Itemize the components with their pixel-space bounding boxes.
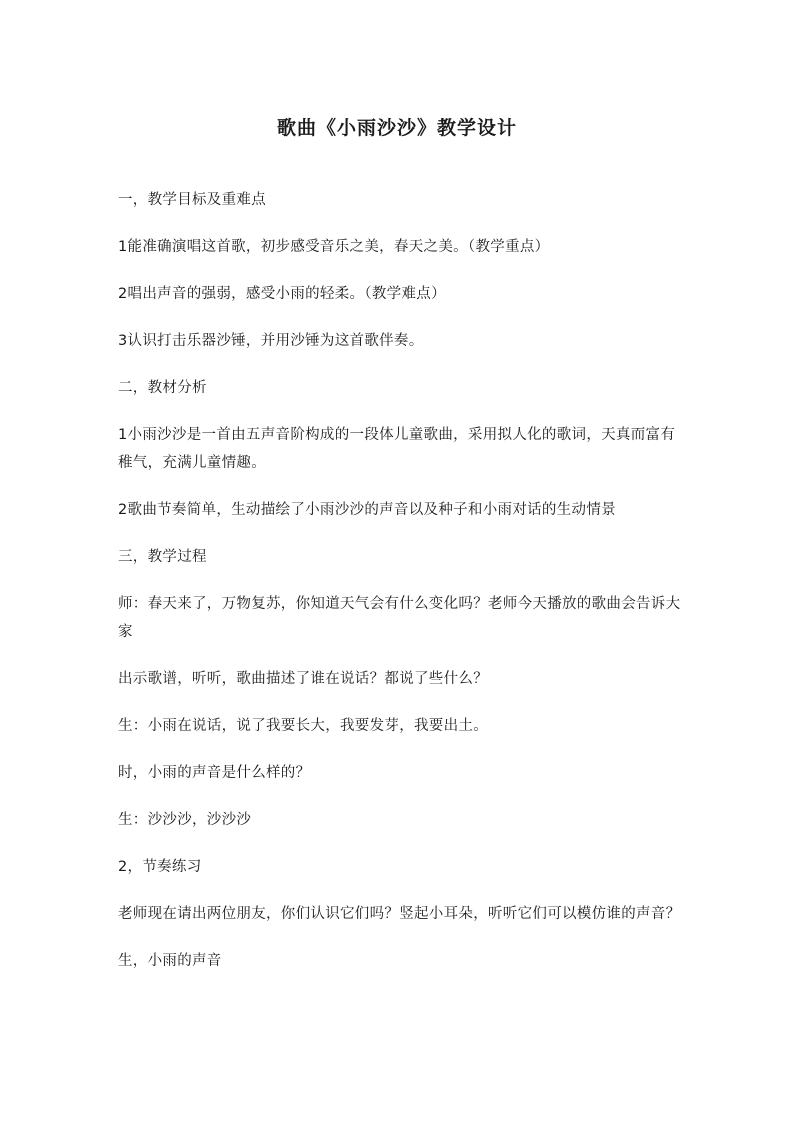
document-title: 歌曲《小雨沙沙》教学设计: [276, 117, 517, 139]
paragraph-student-answer-1: 生：小雨在说话，说了我要长大，我要发芽，我要出土。: [118, 718, 488, 734]
paragraph-rain-sound-question: 时，小雨的声音是什么样的？: [118, 765, 311, 781]
paragraph-teacher-intro: 师：春天来了，万物复苏，你知道天气会有什么变化吗？老师今天播放的歌曲会告诉大家: [118, 596, 681, 640]
paragraph-student-answer-2: 生：沙沙沙，沙沙沙: [118, 812, 252, 828]
section-heading-objectives: 一，教学目标及重难点: [118, 192, 266, 208]
paragraph-objective-1: 1能准确演唱这首歌，初步感受音乐之美，春天之美。（教学重点）: [118, 239, 550, 255]
paragraph-objective-2: 2唱出声音的强弱，感受小雨的轻柔。（教学难点）: [118, 286, 446, 302]
section-heading-analysis: 二，教材分析: [118, 380, 207, 396]
paragraph-analysis-2: 2歌曲节奏简单，生动描绘了小雨沙沙的声音以及种子和小雨对话的生动情景: [118, 502, 616, 518]
paragraph-teacher-friends: 老师现在请出两位朋友，你们认识它们吗？竖起小耳朵，听听它们可以模仿谁的声音？: [118, 906, 681, 922]
subheading-rhythm-practice: 2，节奏练习: [118, 859, 202, 875]
document-body: [118, 186, 684, 994]
paragraph-student-answer-3: 生，小雨的声音: [118, 953, 222, 969]
section-heading-process: 三，教学过程: [118, 549, 207, 565]
paragraph-analysis-1: 1小雨沙沙是一首由五声音阶构成的一段体儿童歌曲，采用拟人化的歌词，天真而富有稚气，充满儿童情趣。: [118, 427, 676, 471]
paragraph-show-score: 出示歌谱，听听，歌曲描述了谁在说话？都说了些什么？: [118, 671, 488, 687]
paragraph-objective-3: 3认识打击乐器沙锤，并用沙锤为这首歌伴奏。: [118, 333, 424, 349]
